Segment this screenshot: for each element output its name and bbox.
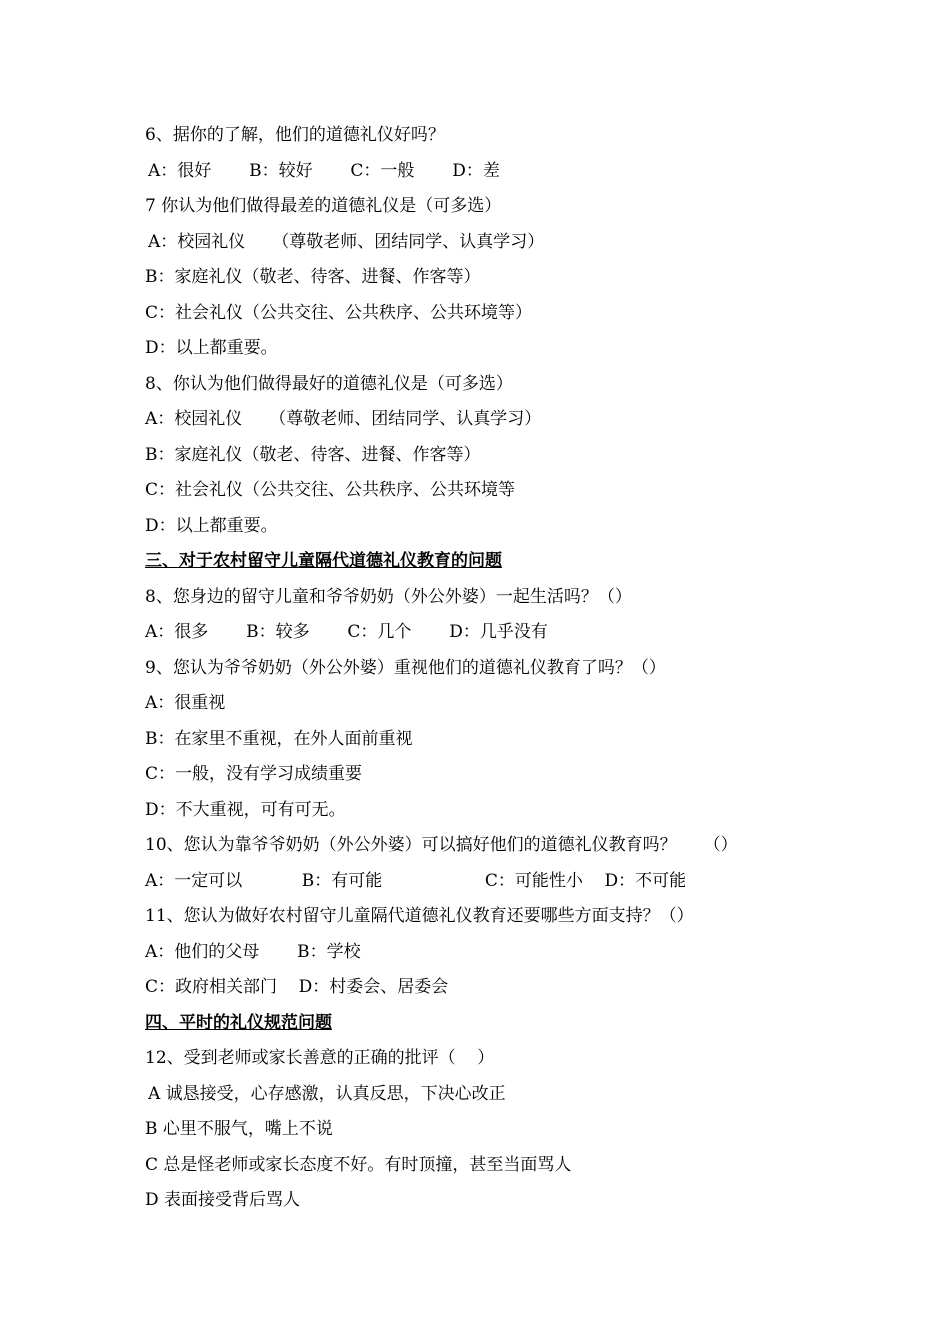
question-text: 11、您认为做好农村留守儿童隔代道德礼仪教育还要哪些方面支持？（） (145, 906, 694, 926)
answer-option: A：他们的父母 B：学校 (145, 941, 361, 962)
answer-option: A：很重视 (145, 693, 226, 713)
question-text: 7 你认为他们做得最差的道德礼仪是（可多选） (145, 196, 502, 216)
question-text: 6、据你的了解，他们的道德礼仪好吗？ (145, 125, 445, 145)
answer-option: A：一定可以 B：有可能 C：可能性小 D：不可能 (145, 870, 687, 891)
answer-option: D：不大重视，可有可无。 (145, 799, 346, 820)
answer-option: A：校园礼仪 （尊敬老师、团结同学、认真学习） (148, 231, 545, 252)
question-text: 12、受到老师或家长善意的正确的批评（ ） (145, 1048, 495, 1068)
answer-option: B：家庭礼仪（敬老、待客、进餐、作客等） (145, 444, 481, 465)
answer-option: A：很多 B：较多 C：几个 D：几乎没有 (145, 622, 548, 642)
answer-option: C：政府相关部门 D：村委会、居委会 (145, 977, 449, 997)
answer-option: C：一般，没有学习成绩重要 (145, 764, 363, 784)
answer-option: C 总是怪老师或家长态度不好。有时顶撞，甚至当面骂人 (145, 1154, 572, 1175)
section-heading: 三、对于农村留守儿童隔代道德礼仪教育的问题 (145, 551, 502, 571)
answer-option: B：在家里不重视，在外人面前重视 (145, 728, 413, 749)
answer-option: A：校园礼仪 （尊敬老师、团结同学、认真学习） (145, 409, 542, 429)
answer-option: C：社会礼仪（公共交往、公共秩序、公共环境等） (145, 302, 533, 323)
answer-option: B 心里不服气，嘴上不说 (145, 1119, 333, 1139)
answer-option: A：很好 B：较好 C：一般 D：差 (148, 160, 500, 181)
document-page (0, 118, 950, 1219)
question-text: 9、您认为爷爷奶奶（外公外婆）重视他们的道德礼仪教育了吗？（） (145, 657, 666, 678)
answer-option: C：社会礼仪（公共交往、公共秩序、公共环境等 (145, 480, 516, 500)
question-text: 8、你认为他们做得最好的道德礼仪是（可多选） (145, 373, 513, 394)
answer-option: D：以上都重要。 (145, 515, 278, 536)
answer-option: B：家庭礼仪（敬老、待客、进餐、作客等） (145, 267, 481, 287)
question-text: 8、您身边的留守儿童和爷爷奶奶（外公外婆）一起生活吗？（） (145, 586, 632, 607)
section-heading: 四、平时的礼仪规范问题 (145, 1012, 332, 1033)
answer-option: D 表面接受背后骂人 (145, 1190, 301, 1210)
question-text: 10、您认为靠爷爷奶奶（外公外婆）可以搞好他们的道德礼仪教育吗？ （） (145, 835, 738, 855)
answer-option: A 诚恳接受，心存感激，认真反思，下决心改正 (148, 1083, 506, 1104)
answer-option: D：以上都重要。 (145, 338, 278, 358)
